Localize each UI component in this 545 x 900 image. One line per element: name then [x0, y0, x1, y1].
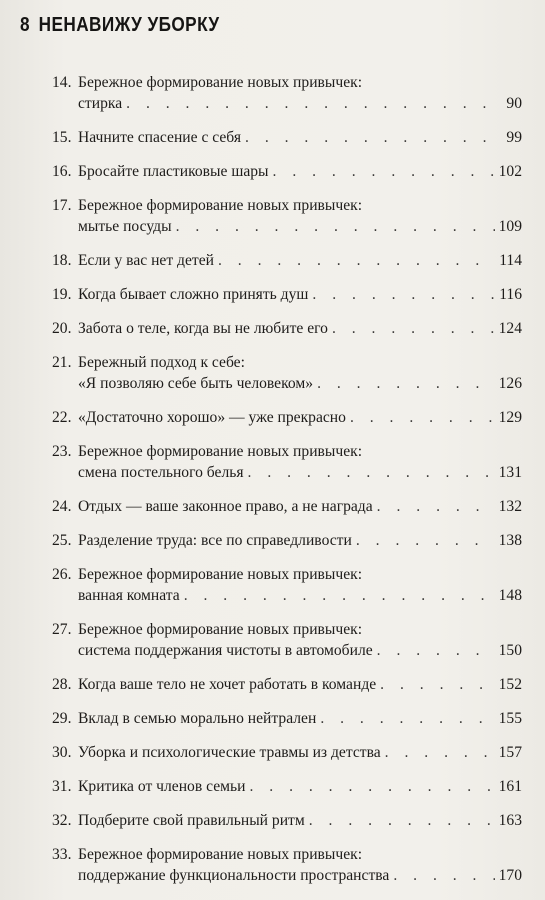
toc-entry-title-line: Забота о теле, когда вы не любите его	[78, 320, 328, 337]
dot-leader	[248, 462, 495, 483]
toc-entry	[52, 161, 522, 182]
toc-entry-number: 33.	[52, 846, 72, 863]
toc-entry-title-line: Начните спасение с себя	[78, 129, 242, 146]
toc-entry-number: 31.	[52, 778, 72, 795]
toc-entry-body	[78, 619, 522, 661]
toc-entry-page-number: 132	[498, 498, 522, 515]
toc-entry-page-number: 114	[499, 252, 522, 269]
toc-entry	[52, 441, 522, 483]
toc-entry-number: 17.	[52, 197, 72, 214]
toc-entry	[52, 844, 522, 886]
toc-entry-number: 21.	[52, 354, 72, 371]
toc-entry-body	[78, 742, 522, 763]
toc-entry-last-line	[78, 585, 522, 606]
toc-entry-last-line	[78, 462, 522, 483]
toc-entry-title-line: «Я позволяю себе быть человеком»	[78, 375, 314, 392]
toc-entry-body	[78, 441, 522, 483]
toc-entry-last-line	[78, 496, 522, 517]
dot-leader	[320, 708, 494, 729]
toc-entry-title-line: Подберите свой правильный ритм	[78, 812, 305, 829]
toc-entry-number: 20.	[52, 320, 72, 337]
dot-leader	[249, 776, 494, 797]
dot-leader	[332, 318, 495, 339]
toc-entry	[52, 496, 522, 517]
toc-entry-page-number: 99	[506, 129, 522, 146]
dot-leader	[218, 250, 495, 271]
toc-entry-number: 28.	[52, 676, 72, 693]
toc-entry-last-line	[78, 674, 522, 695]
dot-leader	[380, 674, 494, 695]
toc-entry-body	[78, 708, 522, 729]
toc-entry-last-line	[78, 407, 522, 428]
toc-entry-last-line	[78, 640, 522, 661]
toc-entry-last-line	[78, 127, 522, 148]
toc-entry-title-line: Отдых — ваше законное право, а не награда	[78, 498, 373, 515]
toc-entry	[52, 250, 522, 271]
toc-entry-title-line: смена постельного белья	[78, 464, 244, 481]
toc-entry	[52, 284, 522, 305]
toc-entry-number: 16.	[52, 163, 72, 180]
toc-entry-title-line: Бережное формирование новых привычек:	[78, 443, 363, 460]
dot-leader	[245, 127, 502, 148]
toc-entry-last-line	[78, 530, 522, 551]
toc-entry-title-line: мытье посуды	[78, 218, 172, 235]
toc-entry-number: 23.	[52, 443, 72, 460]
dot-leader	[184, 585, 495, 606]
toc-entry-title-line: Когда ваше тело не хочет работать в команде	[78, 676, 377, 693]
toc-entry	[52, 530, 522, 551]
toc-entry-number: 25.	[52, 532, 72, 549]
toc-entry-body	[78, 284, 522, 305]
toc-entry-title-line: Бережное формирование новых привычек:	[78, 197, 363, 214]
toc-entry-body	[78, 810, 522, 831]
toc-entry-last-line	[78, 865, 522, 886]
toc-entry-title-line: Разделение труда: все по справедливости	[78, 532, 352, 549]
toc-entry-page-number: 148	[498, 587, 522, 604]
toc-entry-title-line: поддержание функциональности пространства	[78, 867, 390, 884]
toc-entry-body	[78, 195, 522, 237]
toc-entry-page-number: 157	[498, 744, 522, 761]
toc-entry	[52, 407, 522, 428]
toc-entry-body	[78, 674, 522, 695]
dot-leader	[377, 640, 495, 661]
toc-entry-number: 26.	[52, 566, 72, 583]
toc-entry-page-number: 170	[498, 867, 522, 884]
toc-entry-number: 27.	[52, 621, 72, 638]
toc-entry-title-line: Бережный подход к себе:	[78, 354, 245, 371]
toc-entry-body	[78, 352, 522, 394]
toc-entry-number: 32.	[52, 812, 72, 829]
toc-entry-body	[78, 127, 522, 148]
dot-leader	[273, 161, 495, 182]
header-page-number: 8	[20, 14, 30, 36]
toc-entry-title-line: Критика от членов семьи	[78, 778, 246, 795]
toc-entry-last-line	[78, 250, 522, 271]
toc-entry-body	[78, 407, 522, 428]
toc-entry-last-line	[78, 373, 522, 394]
toc-entry-title-line: Уборка и психологические травмы из детства	[78, 744, 381, 761]
toc-entry-last-line	[78, 161, 522, 182]
toc-entry-number: 18.	[52, 252, 72, 269]
toc-entry-number: 22.	[52, 409, 72, 426]
toc-entry-page-number: 163	[498, 812, 522, 829]
dot-leader	[385, 742, 495, 763]
toc-entry-title-line: «Достаточно хорошо» — уже прекрасно	[78, 409, 346, 426]
toc-entry-title-line: Бережное формирование новых привычек:	[78, 846, 363, 863]
toc-entry-title-line: Бережное формирование новых привычек:	[78, 566, 363, 583]
toc-entry-last-line	[78, 776, 522, 797]
toc-entry-page-number: 150	[498, 642, 522, 659]
toc-entry-title-line: Вклад в семью морально нейтрален	[78, 710, 317, 727]
toc-entry-page-number: 90	[506, 95, 522, 112]
toc-entry-page-number: 155	[498, 710, 522, 727]
toc-entry	[52, 195, 522, 237]
toc-entry-title-line: Бережное формирование новых привычек:	[78, 621, 363, 638]
toc-entry-page-number: 129	[498, 409, 522, 426]
toc-entry	[52, 564, 522, 606]
toc-entry-page-number: 116	[499, 286, 522, 303]
toc-entry-last-line	[78, 742, 522, 763]
toc-entry-last-line	[78, 318, 522, 339]
toc-entry-body	[78, 564, 522, 606]
toc-entry	[52, 776, 522, 797]
toc-entry-last-line	[78, 284, 522, 305]
toc-entry-last-line	[78, 810, 522, 831]
toc-entry	[52, 810, 522, 831]
toc-entry-last-line	[78, 93, 522, 114]
toc-entry-page-number: 109	[498, 218, 522, 235]
toc-entry-page-number: 124	[498, 320, 522, 337]
toc-entry-body	[78, 161, 522, 182]
toc-entry-body	[78, 776, 522, 797]
toc-entry-title-line: Бросайте пластиковые шары	[78, 163, 269, 180]
toc-entry-page-number: 161	[498, 778, 522, 795]
toc-entry	[52, 72, 522, 114]
toc-entry-title-line: Когда бывает сложно принять душ	[78, 286, 309, 303]
toc-entry-page-number: 126	[498, 375, 522, 392]
dot-leader	[350, 407, 495, 428]
toc-entry-body	[78, 844, 522, 886]
toc-entry-page-number: 102	[498, 163, 522, 180]
toc-entry-title-line: стирка	[78, 95, 123, 112]
table-of-contents	[52, 72, 522, 899]
toc-entry-number: 30.	[52, 744, 72, 761]
toc-entry	[52, 708, 522, 729]
toc-entry-body	[78, 318, 522, 339]
toc-entry	[52, 352, 522, 394]
toc-entry-last-line	[78, 216, 522, 237]
toc-entry-title-line: Если у вас нет детей	[78, 252, 214, 269]
toc-entry-number: 29.	[52, 710, 72, 727]
dot-leader	[377, 496, 495, 517]
toc-entry-body	[78, 530, 522, 551]
toc-entry-body	[78, 72, 522, 114]
toc-entry	[52, 674, 522, 695]
toc-entry-body	[78, 496, 522, 517]
dot-leader	[176, 216, 495, 237]
dot-leader	[312, 284, 495, 305]
toc-entry	[52, 619, 522, 661]
toc-entry-page-number: 131	[498, 464, 522, 481]
toc-entry-number: 15.	[52, 129, 72, 146]
toc-entry-title-line: ванная комната	[78, 587, 180, 604]
toc-entry	[52, 127, 522, 148]
dot-leader	[356, 530, 495, 551]
toc-entry-title-line: система поддержания чистоты в автомобиле	[78, 642, 373, 659]
toc-entry	[52, 742, 522, 763]
dot-leader	[393, 865, 494, 886]
toc-entry-body	[78, 250, 522, 271]
toc-entry-number: 19.	[52, 286, 72, 303]
toc-entry-number: 14.	[52, 74, 72, 91]
toc-entry-last-line	[78, 708, 522, 729]
toc-entry	[52, 318, 522, 339]
toc-entry-page-number: 152	[498, 676, 522, 693]
header-book-title: НЕНАВИЖУ УБОРКУ	[38, 14, 220, 36]
toc-entry-page-number: 138	[498, 532, 522, 549]
toc-entry-number: 24.	[52, 498, 72, 515]
dot-leader	[317, 373, 495, 394]
toc-entry-title-line: Бережное формирование новых привычек:	[78, 74, 363, 91]
dot-leader	[126, 93, 502, 114]
dot-leader	[309, 810, 495, 831]
running-head	[20, 14, 220, 37]
